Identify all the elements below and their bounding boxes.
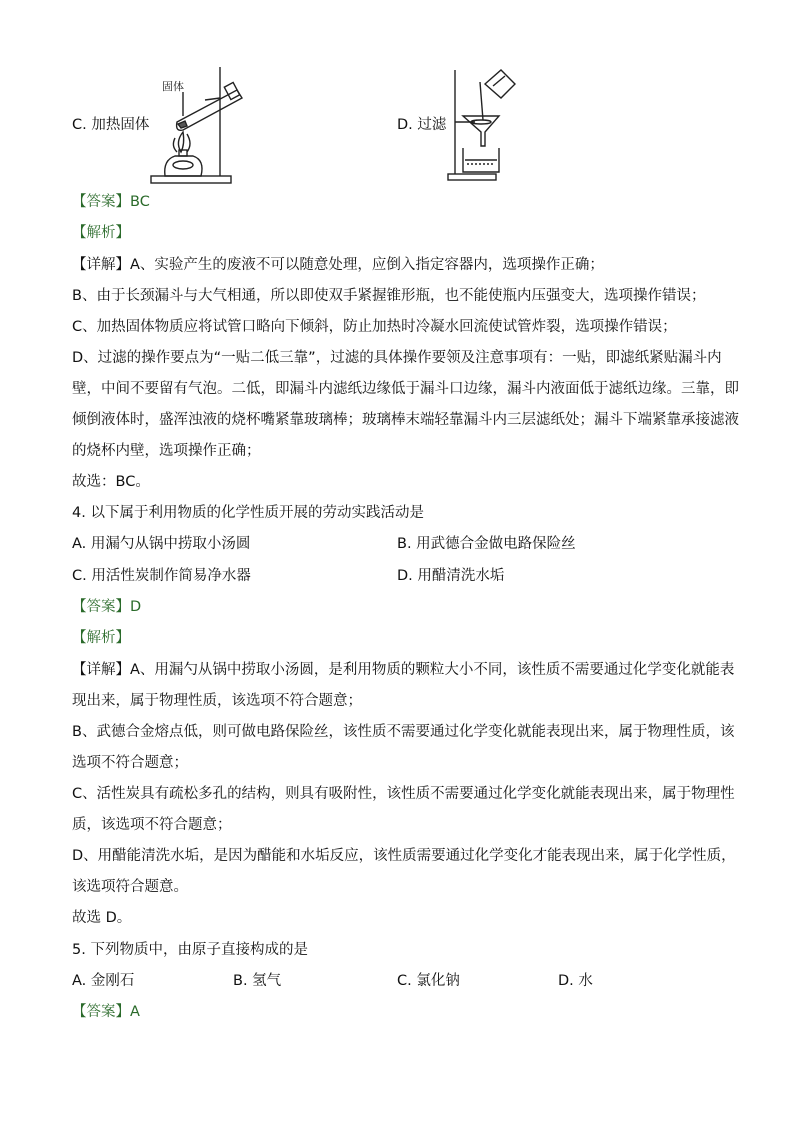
- q4-analysis-heading: 【解析】: [72, 630, 130, 646]
- q3-choose: 故选：BC。: [72, 474, 150, 490]
- q4-option-d: D. 用醋清洗水垢: [397, 568, 505, 584]
- q4-detail-d-2: 该选项符合题意。: [72, 879, 188, 895]
- q5-stem: 5. 下列物质中，由原子直接构成的是: [72, 942, 308, 958]
- stand-base: [151, 176, 231, 183]
- figure-label-solid: 固体: [162, 80, 184, 93]
- q3-detail-d-4: 的烧杯内壁，选项操作正确；: [72, 443, 261, 459]
- q4-stem: 4. 以下属于利用物质的化学性质开展的劳动实践活动是: [72, 505, 424, 521]
- q3-detail-d-2: 壁，中间不要留有气泡。二低，即漏斗内滤纸边缘低于漏斗口边缘，漏斗内液面低于滤纸边缘。三靠，即: [72, 381, 739, 397]
- q4-option-a: A. 用漏勺从锅中捞取小汤圆: [72, 536, 251, 552]
- heating-solid-apparatus-figure: [145, 64, 255, 189]
- q4-detail-c-1: C、活性炭具有疏松多孔的结构，则具有吸附性，该性质不需要通过化学变化就能表现出来，属于物理性: [72, 786, 735, 802]
- filtration-apparatus-figure: [445, 64, 535, 184]
- q3-detail-d-1: D、过滤的操作要点为“一贴二低三靠”，过滤的具体操作要领及注意事项有：一贴，即滤纸紧贴漏斗内: [72, 350, 722, 366]
- q4-answer: 【答案】D: [72, 599, 142, 615]
- q3-detail-a: 【详解】A、实验产生的废液不可以随意处理，应倒入指定容器内，选项操作正确；: [72, 257, 604, 273]
- q4-detail-d-1: D、用醋能清洗水垢，是因为醋能和水垢反应，该性质需要通过化学变化才能表现出来，属于化学性质，: [72, 848, 736, 864]
- q4-detail-b-1: B、武德合金熔点低，则可做电路保险丝，该性质不需要通过化学变化就能表现出来，属于物理性质，该: [72, 724, 735, 740]
- q5-option-c: C. 氯化钠: [397, 973, 460, 989]
- q5-option-a: A. 金刚石: [72, 973, 135, 989]
- q4-option-c: C. 用活性炭制作简易净水器: [72, 568, 251, 584]
- q4-choose: 故选 D。: [72, 910, 132, 926]
- q3-detail-c: C、加热固体物质应将试管口略向下倾斜，防止加热时冷凝水回流使试管炸裂，选项操作错误；: [72, 319, 677, 335]
- q4-detail-a-2: 现出来，属于物理性质，该选项不符合题意；: [72, 693, 362, 709]
- q4-detail-a-1: 【详解】A、用漏勺从锅中捞取小汤圆，是利用物质的颗粒大小不同，该性质不需要通过化学变化就能表: [72, 662, 735, 678]
- q5-option-b: B. 氢气: [233, 973, 282, 989]
- q4-detail-c-2: 质，该选项不符合题意；: [72, 817, 232, 833]
- q4-option-b: B. 用武德合金做电路保险丝: [397, 536, 576, 552]
- q3-option-d: D. 过滤: [397, 117, 447, 133]
- q4-detail-b-2: 选项不符合题意；: [72, 755, 188, 771]
- q3-answer: 【答案】BC: [72, 194, 150, 210]
- q5-answer: 【答案】A: [72, 1004, 140, 1020]
- q3-analysis-heading: 【解析】: [72, 225, 130, 241]
- q3-option-c: C. 加热固体: [72, 117, 150, 133]
- q3-detail-d-3: 倾倒液体时，盛浑浊液的烧杯嘴紧靠玻璃棒；玻璃棒末端轻靠漏斗内三层滤纸处；漏斗下端紧靠承接滤液: [72, 412, 739, 428]
- q5-option-d: D. 水: [558, 973, 593, 989]
- q3-detail-b: B、由于长颈漏斗与大气相通，所以即使双手紧握锥形瓶，也不能使瓶内压强变大，选项操作错误；: [72, 288, 706, 304]
